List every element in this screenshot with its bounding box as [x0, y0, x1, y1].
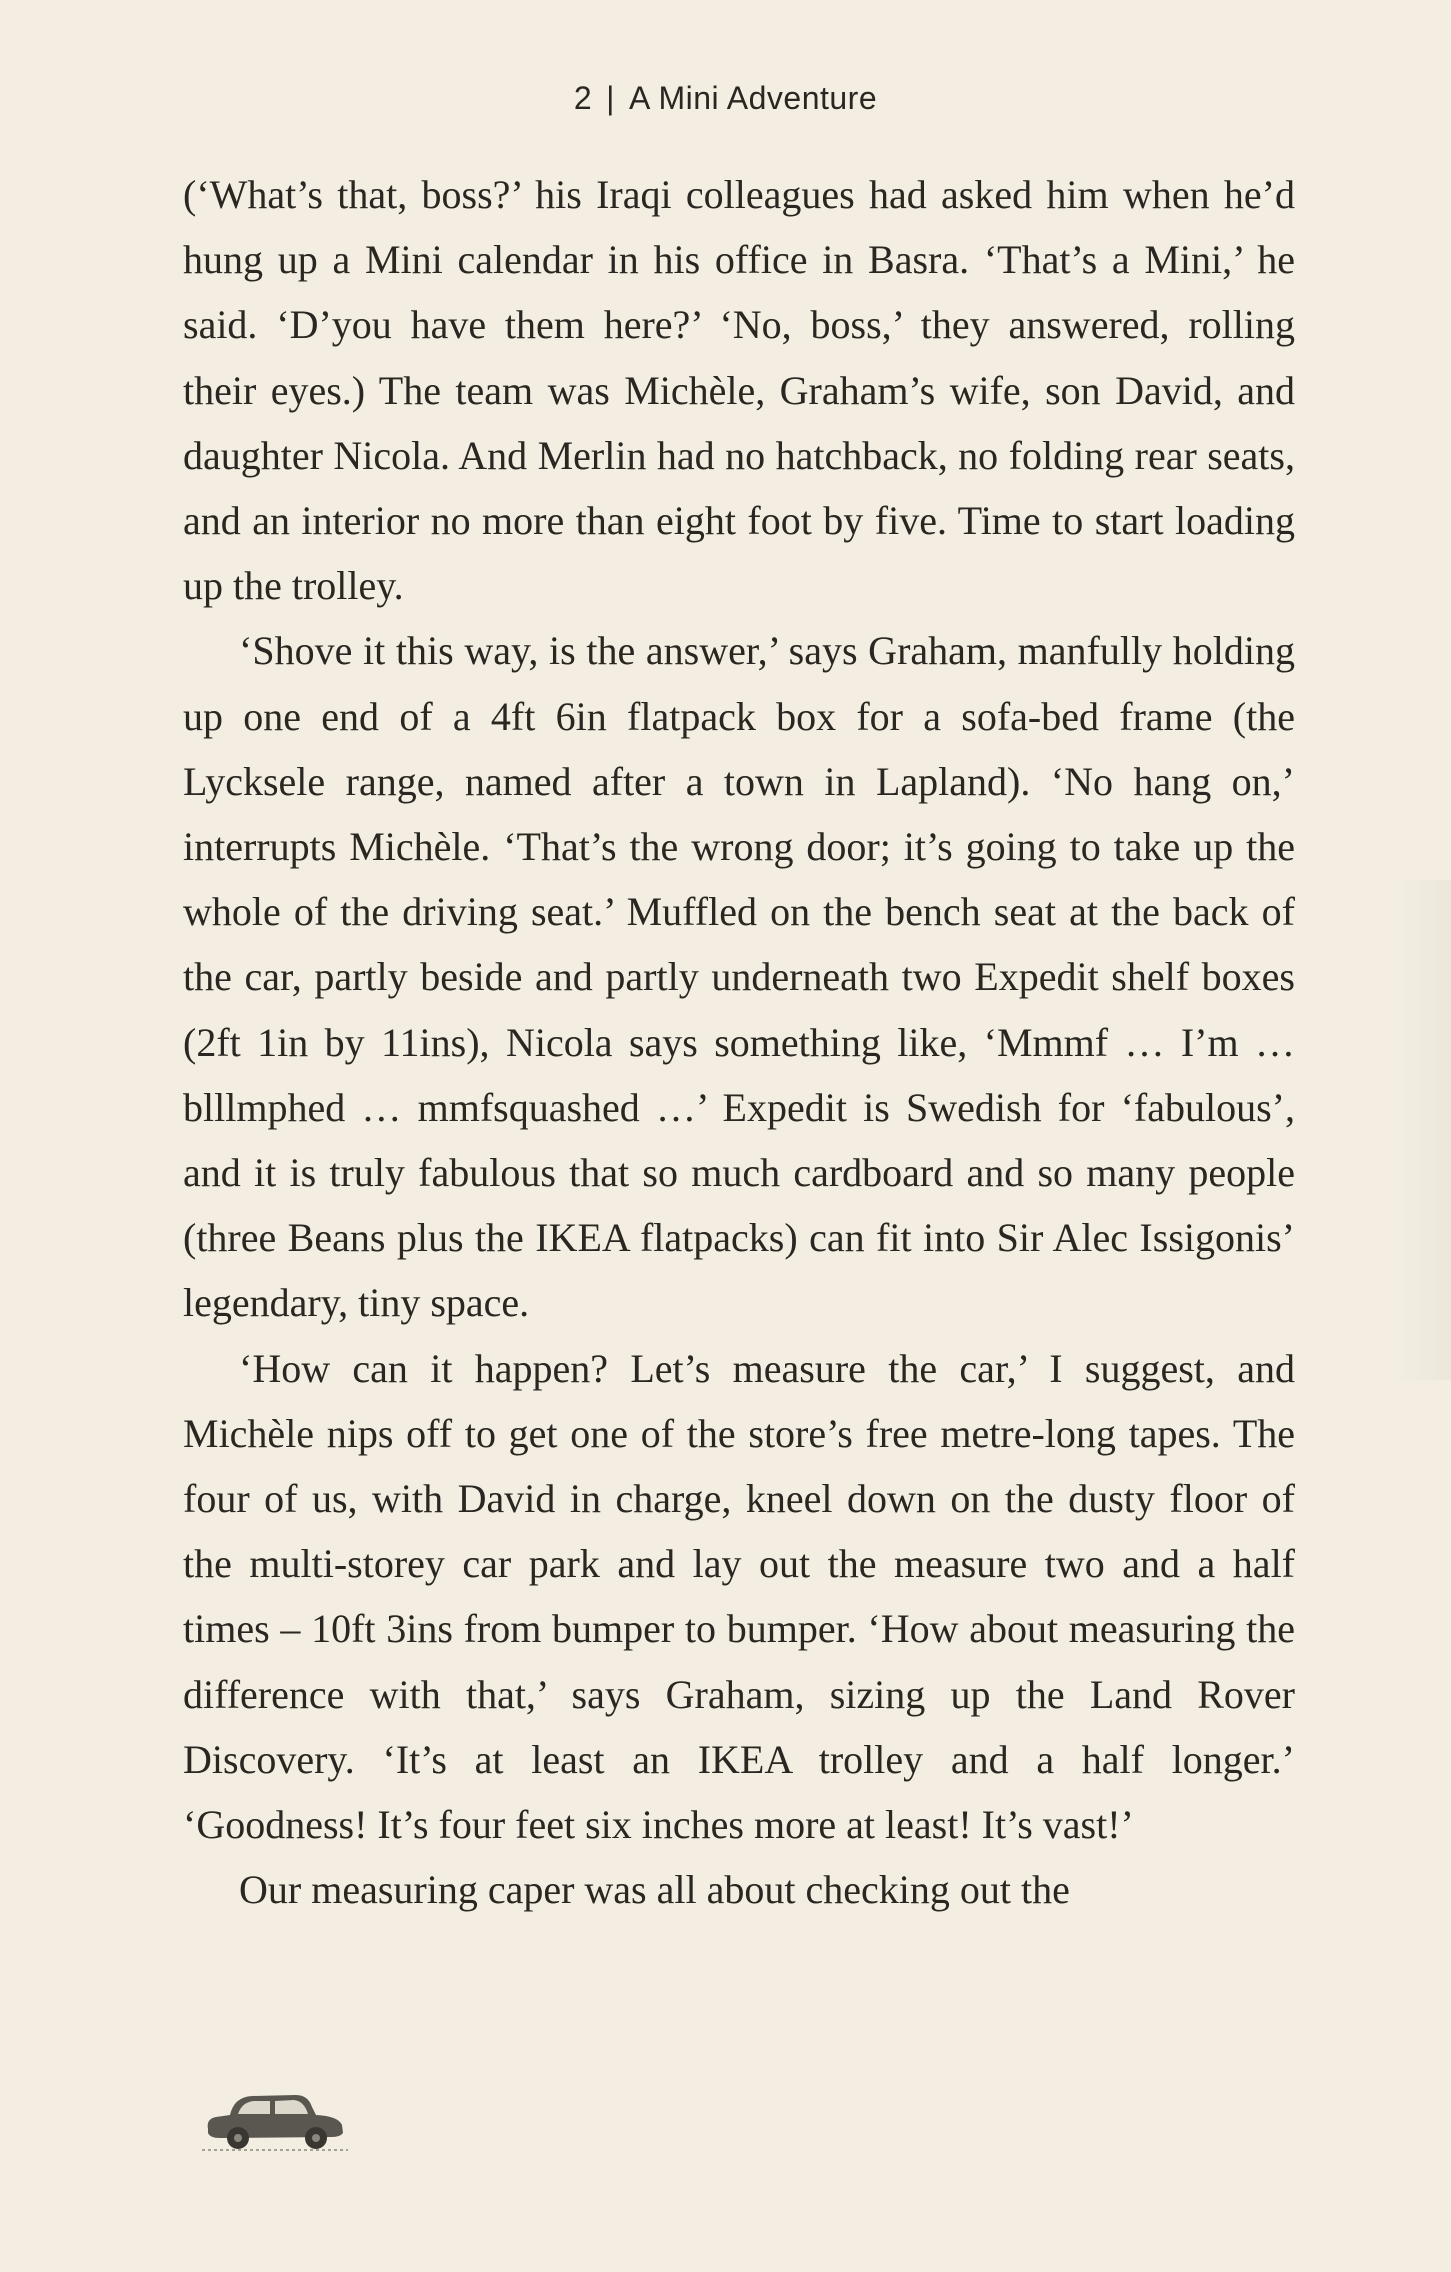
paragraph-1: (‘What’s that, boss?’ his Iraqi colleagues had asked him when he’d hung up a Mini calendar in his office in Basra. ‘That’s a Mini,’ he said. ‘D’you have them here?’ ‘No, boss,’ they answered, rolling their eyes.) The team was Michèle, Graham’s wife, son David, and daughter Nicola. And Merlin had no hatchback, no folding rear seats, and an interior no more than eight foot by five. Time to start loading up the trolley.: [183, 172, 1295, 609]
book-title: A Mini Adventure: [628, 80, 878, 116]
paragraph-2: ‘Shove it this way, is the answer,’ says Graham, manfully holding up one end of a 4ft 6in flatpack box for a sofa-bed frame (the Lycksele range, named after a town in Lapland). ‘No hang on,’ interrupts Michèle. ‘That’s the wrong door; it’s going to take up the whole of the driving seat.’ Muffled on the bench seat at the back of the car, partly beside and partly underneath two Expedit shelf boxes (2ft 1in by 11ins), Nicola says something like, ‘Mmmf … I’m … blllmphed … mmfsquashed …’ Expedit is Swedish for ‘fabulous’, and it is truly fabulous that so much cardboard and so many people (three Beans plus the IKEA flatpacks) can fit into Sir Alec Issigonis’ legendary, tiny space.: [183, 628, 1295, 1326]
paragraph-3: ‘How can it happen? Let’s measure the car,’ I suggest, and Michèle nips off to get one of the store’s free metre-long tapes. The four of us, with David in charge, kneel down on the dusty floor of the multi-storey car park and lay out the measure two and a half times – 10ft 3ins from bumper to bumper. ‘How about measuring the difference with that,’ says Graham, sizing up the Land Rover Discovery. ‘It’s at least an IKEA trolley and a half longer.’ ‘Goodness! It’s four feet six inches more at least! It’s vast!’: [183, 1345, 1295, 1848]
header-separator: |: [606, 80, 615, 116]
mini-car-icon: [200, 2085, 350, 2155]
paragraph-4: Our measuring caper was all about checking out the: [239, 1867, 1070, 1913]
running-head: [0, 80, 1451, 117]
page-number: 2: [573, 80, 593, 116]
page-shadow: [1396, 880, 1451, 1380]
body-text: [183, 162, 1295, 1922]
